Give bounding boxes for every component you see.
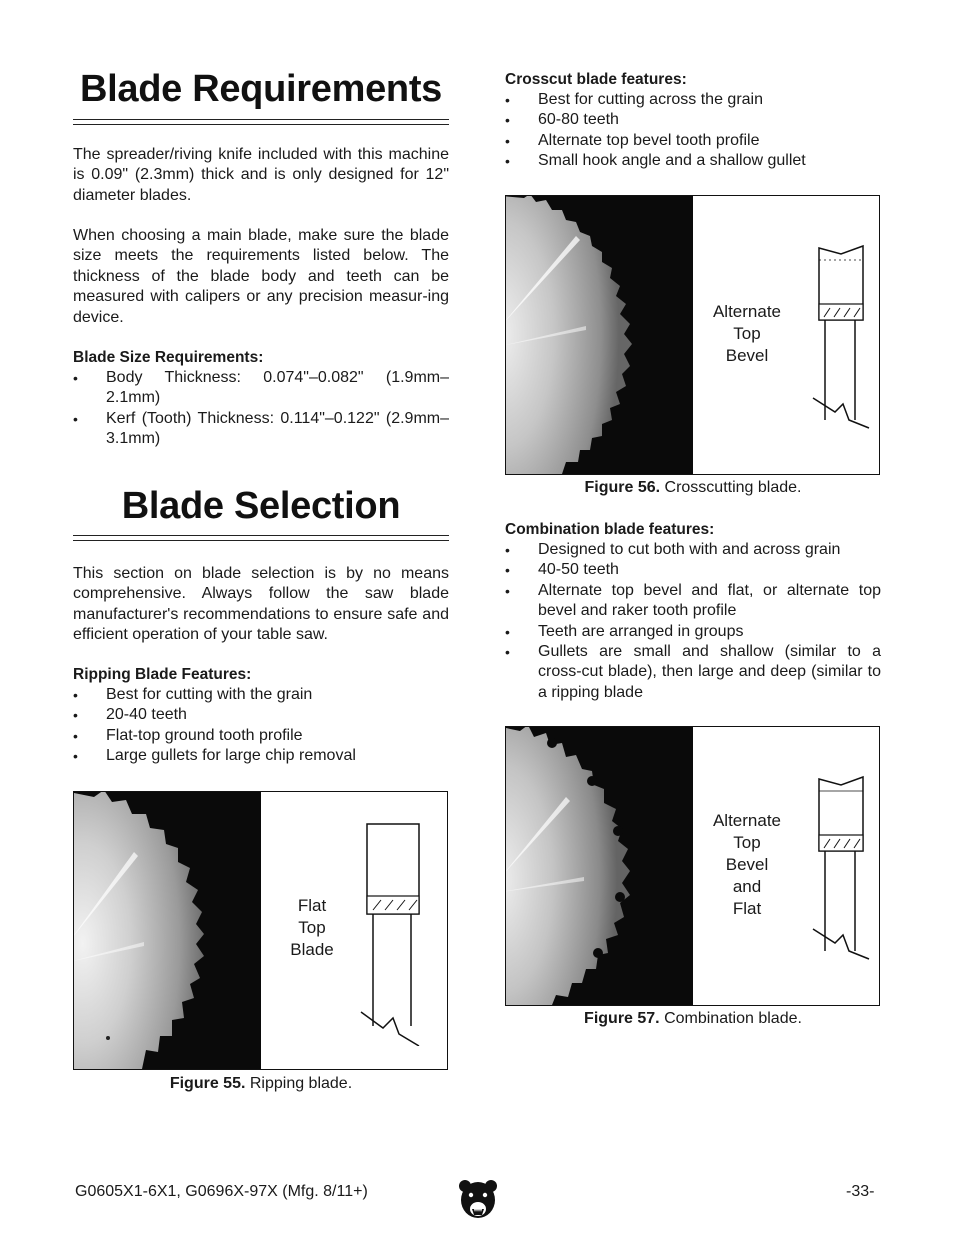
list-item: • Large gullets for large chip removal [73, 746, 449, 766]
figure-55-caption [73, 1075, 449, 1093]
figure-55 [73, 791, 448, 1070]
alternate-top-bevel-label [704, 301, 790, 367]
bear-logo-icon [458, 1178, 498, 1224]
list-item: • Teeth are arranged in groups [505, 622, 881, 642]
caption-label: Figure 55. [169, 1075, 246, 1092]
caption-label: Figure 57. [584, 1010, 660, 1027]
list-item: • Kerf (Tooth) Thickness: 0.114"–0.122" (2.9mm–3.1mm) [73, 409, 449, 450]
figure-56 [505, 195, 880, 475]
caption-text: Ripping blade. [245, 1075, 353, 1092]
label-line: Blade [290, 940, 334, 959]
size-requirements-list [73, 368, 449, 450]
list-item: • Alternate top bevel tooth profile [505, 131, 881, 151]
combination-blade-photo [506, 727, 693, 1005]
title-rule [73, 119, 449, 125]
caption-label: Figure 56. [584, 479, 661, 496]
label-line: Top [298, 918, 326, 937]
label-line: Bevel [725, 346, 769, 365]
size-requirements-heading: Blade Size Requirements: [73, 349, 264, 366]
list-item: • 20-40 teeth [73, 705, 449, 725]
footer-model: G0605X1-6X1, G0696X-97X (Mfg. 8/11+) [75, 1183, 368, 1200]
requirements-paragraph-1: The spreader/riving knife included with this machine is 0.09" (2.3mm) thick and is only designed for 12" diameter blades. [73, 146, 449, 204]
blade-selection-title: Blade Selection [121, 485, 401, 527]
label-line: Alternate [712, 811, 782, 830]
list-item: • Small hook angle and a shallow gullet [505, 151, 881, 171]
caption-text: Crosscutting blade. [660, 479, 802, 496]
list-item: • Flat-top ground tooth profile [73, 726, 449, 746]
alternate-top-bevel-and-flat-label [704, 810, 790, 920]
label-line: Flat [732, 899, 762, 918]
list-item: • Alternate top bevel and flat, or alternate top bevel and raker tooth profile [505, 581, 881, 622]
label-line: Top [733, 324, 761, 343]
combination-list [505, 540, 881, 703]
label-line: and [732, 877, 762, 896]
label-line: Bevel [725, 855, 769, 874]
figure-56-caption [505, 479, 881, 497]
alternate-top-bevel-tooth-diagram [811, 240, 873, 440]
alternate-top-bevel-flat-tooth-diagram [811, 771, 873, 971]
ripping-list [73, 685, 449, 767]
ripping-blade-photo [74, 792, 261, 1069]
list-item: • Body Thickness: 0.074"–0.082" (1.9mm–2.1mm) [73, 368, 449, 409]
ripping-heading: Ripping Blade Features: [73, 666, 252, 683]
list-item: • Best for cutting with the grain [73, 685, 449, 705]
crosscut-list [505, 90, 881, 172]
figure-57-caption [505, 1010, 881, 1028]
requirements-paragraph-2: When choosing a main blade, make sure the blade size meets the requirements listed below. The thickness of the blade body and teeth can be measured with calipers or any precision measur-ing device. [73, 227, 449, 326]
blade-requirements-title: Blade Requirements [79, 68, 443, 110]
label-line: Top [733, 833, 761, 852]
figure-57 [505, 726, 880, 1006]
combination-heading: Combination blade features: [505, 521, 715, 538]
list-item: • Gullets are small and shallow (similar to a cross-cut blade), then large and deep (similar to a ripping blade [505, 642, 881, 703]
flat-top-tooth-diagram [359, 816, 429, 1046]
caption-text: Combination blade. [659, 1010, 802, 1027]
list-item: • 40-50 teeth [505, 560, 881, 580]
crosscut-heading: Crosscut blade features: [505, 71, 687, 88]
list-item: • 60-80 teeth [505, 110, 881, 130]
selection-paragraph: This section on blade selection is by no means comprehensive. Always follow the saw blade manufacturer's recommendations to ensure safe and efficient operation of your table saw. [73, 565, 449, 644]
label-line: Alternate [712, 302, 782, 321]
label-line: Flat [297, 896, 327, 915]
crosscut-blade-photo [506, 196, 693, 474]
list-item: • Best for cutting across the grain [505, 90, 881, 110]
list-item: • Designed to cut both with and across grain [505, 540, 881, 560]
flat-top-blade-label [270, 895, 354, 961]
title-rule [73, 535, 449, 541]
page-number: -33- [846, 1183, 875, 1200]
